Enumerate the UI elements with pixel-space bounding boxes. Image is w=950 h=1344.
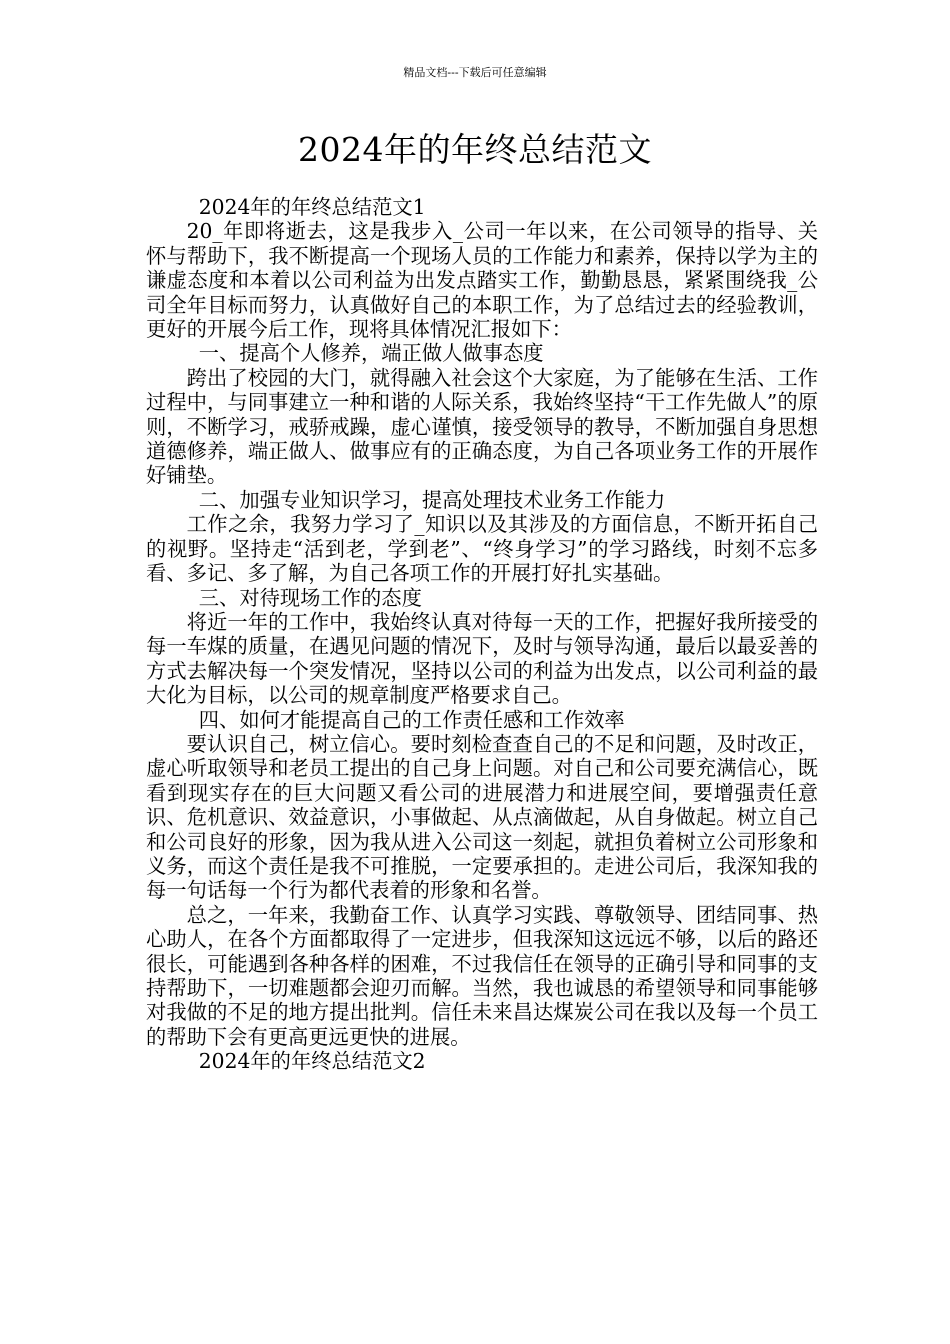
section-heading: 四、如何才能提高自己的工作责任感和工作效率 — [198, 707, 625, 732]
section-heading: 三、对待现场工作的态度 — [198, 585, 422, 610]
section-heading: 2024年的年终总结范文2 — [198, 1049, 426, 1074]
document-body — [146, 195, 818, 1074]
paragraph: 20_年即将逝去，这是我步入_公司一年以来，在公司领导的指导、关怀与帮助下，我不断提高一个现场人员的工作能力和素养，保持以学为主的谦虚态度和本着以公司利益为出发点踏实工作，勤勤恳恳，紧紧围绕我_公司全年目标而努力，认真做好自己的本职工作，为了总结过去的经验教训，更好的开展今后工作，现将具体情况汇报如下： — [146, 219, 818, 342]
paragraph: 工作之余，我努力学习了_知识以及其涉及的方面信息，不断开拓自己的视野。坚持走“活到老，学到老”、“终身学习”的学习路线，时刻不忘多看、多记、多了解，为自己各项工作的开展打好扎实基础。 — [146, 512, 818, 586]
paragraph: 跨出了校园的大门，就得融入社会这个大家庭，为了能够在生活、工作过程中，与同事建立一种和谐的人际关系，我始终坚持“干工作先做人”的原则，不断学习，戒骄戒躁，虚心谨慎，接受领导的教导，不断加强自身思想道德修养，端正做人、做事应有的正确态度，为自己各项业务工作的开展作好铺垫。 — [146, 365, 818, 488]
paragraph: 总之，一年来，我勤奋工作、认真学习实践、尊敬领导、团结同事、热心助人，在各个方面都取得了一定进步，但我深知这远远不够，以后的路还很长，可能遇到各种各样的困难，不过我信任在领导的正确引导和同事的支持帮助下，一切难题都会迎刃而解。当然，我也诚恳的希望领导和同事能够对我做的不足的地方提出批判。信任未来昌达煤炭公司在我以及每一个员工的帮助下会有更高更远更快的进展。 — [146, 902, 818, 1049]
section-heading: 二、加强专业知识学习，提高处理技术业务工作能力 — [198, 487, 666, 512]
page-header: 精品文档---下载后可任意编辑 — [403, 66, 547, 79]
section-heading: 2024年的年终总结范文1 — [198, 195, 426, 219]
paragraph: 将近一年的工作中，我始终认真对待每一天的工作，把握好我所接受的每一车煤的质量，在遇见问题的情况下，及时与领导沟通，最后以最妥善的方式去解决每一个突发情况，坚持以公司的利益为出发点，以公司利益的最大化为目标，以公司的规章制度严格要求自己。 — [146, 609, 818, 708]
section-heading: 一、提高个人修养，端正做人做事态度 — [198, 341, 544, 366]
paragraph: 要认识自己，树立信心。要时刻检查查自己的不足和问题，及时改正，虚心听取领导和老员工提出的自己身上问题。对自己和公司要充满信心，既看到现实存在的巨大问题又看公司的进展潜力和进展空间，要增强责任意识、危机意识、效益意识，小事做起、从点滴做起，从自身做起。树立自己和公司良好的形象，因为我从进入公司这一刻起，就担负着树立公司形象和义务，而这个责任是我不可推脱，一定要承担的。走进公司后，我深知我的每一句话每一个行为都代表着的形象和名誉。 — [146, 731, 818, 903]
document-title: 2024年的年终总结范文 — [298, 130, 652, 169]
